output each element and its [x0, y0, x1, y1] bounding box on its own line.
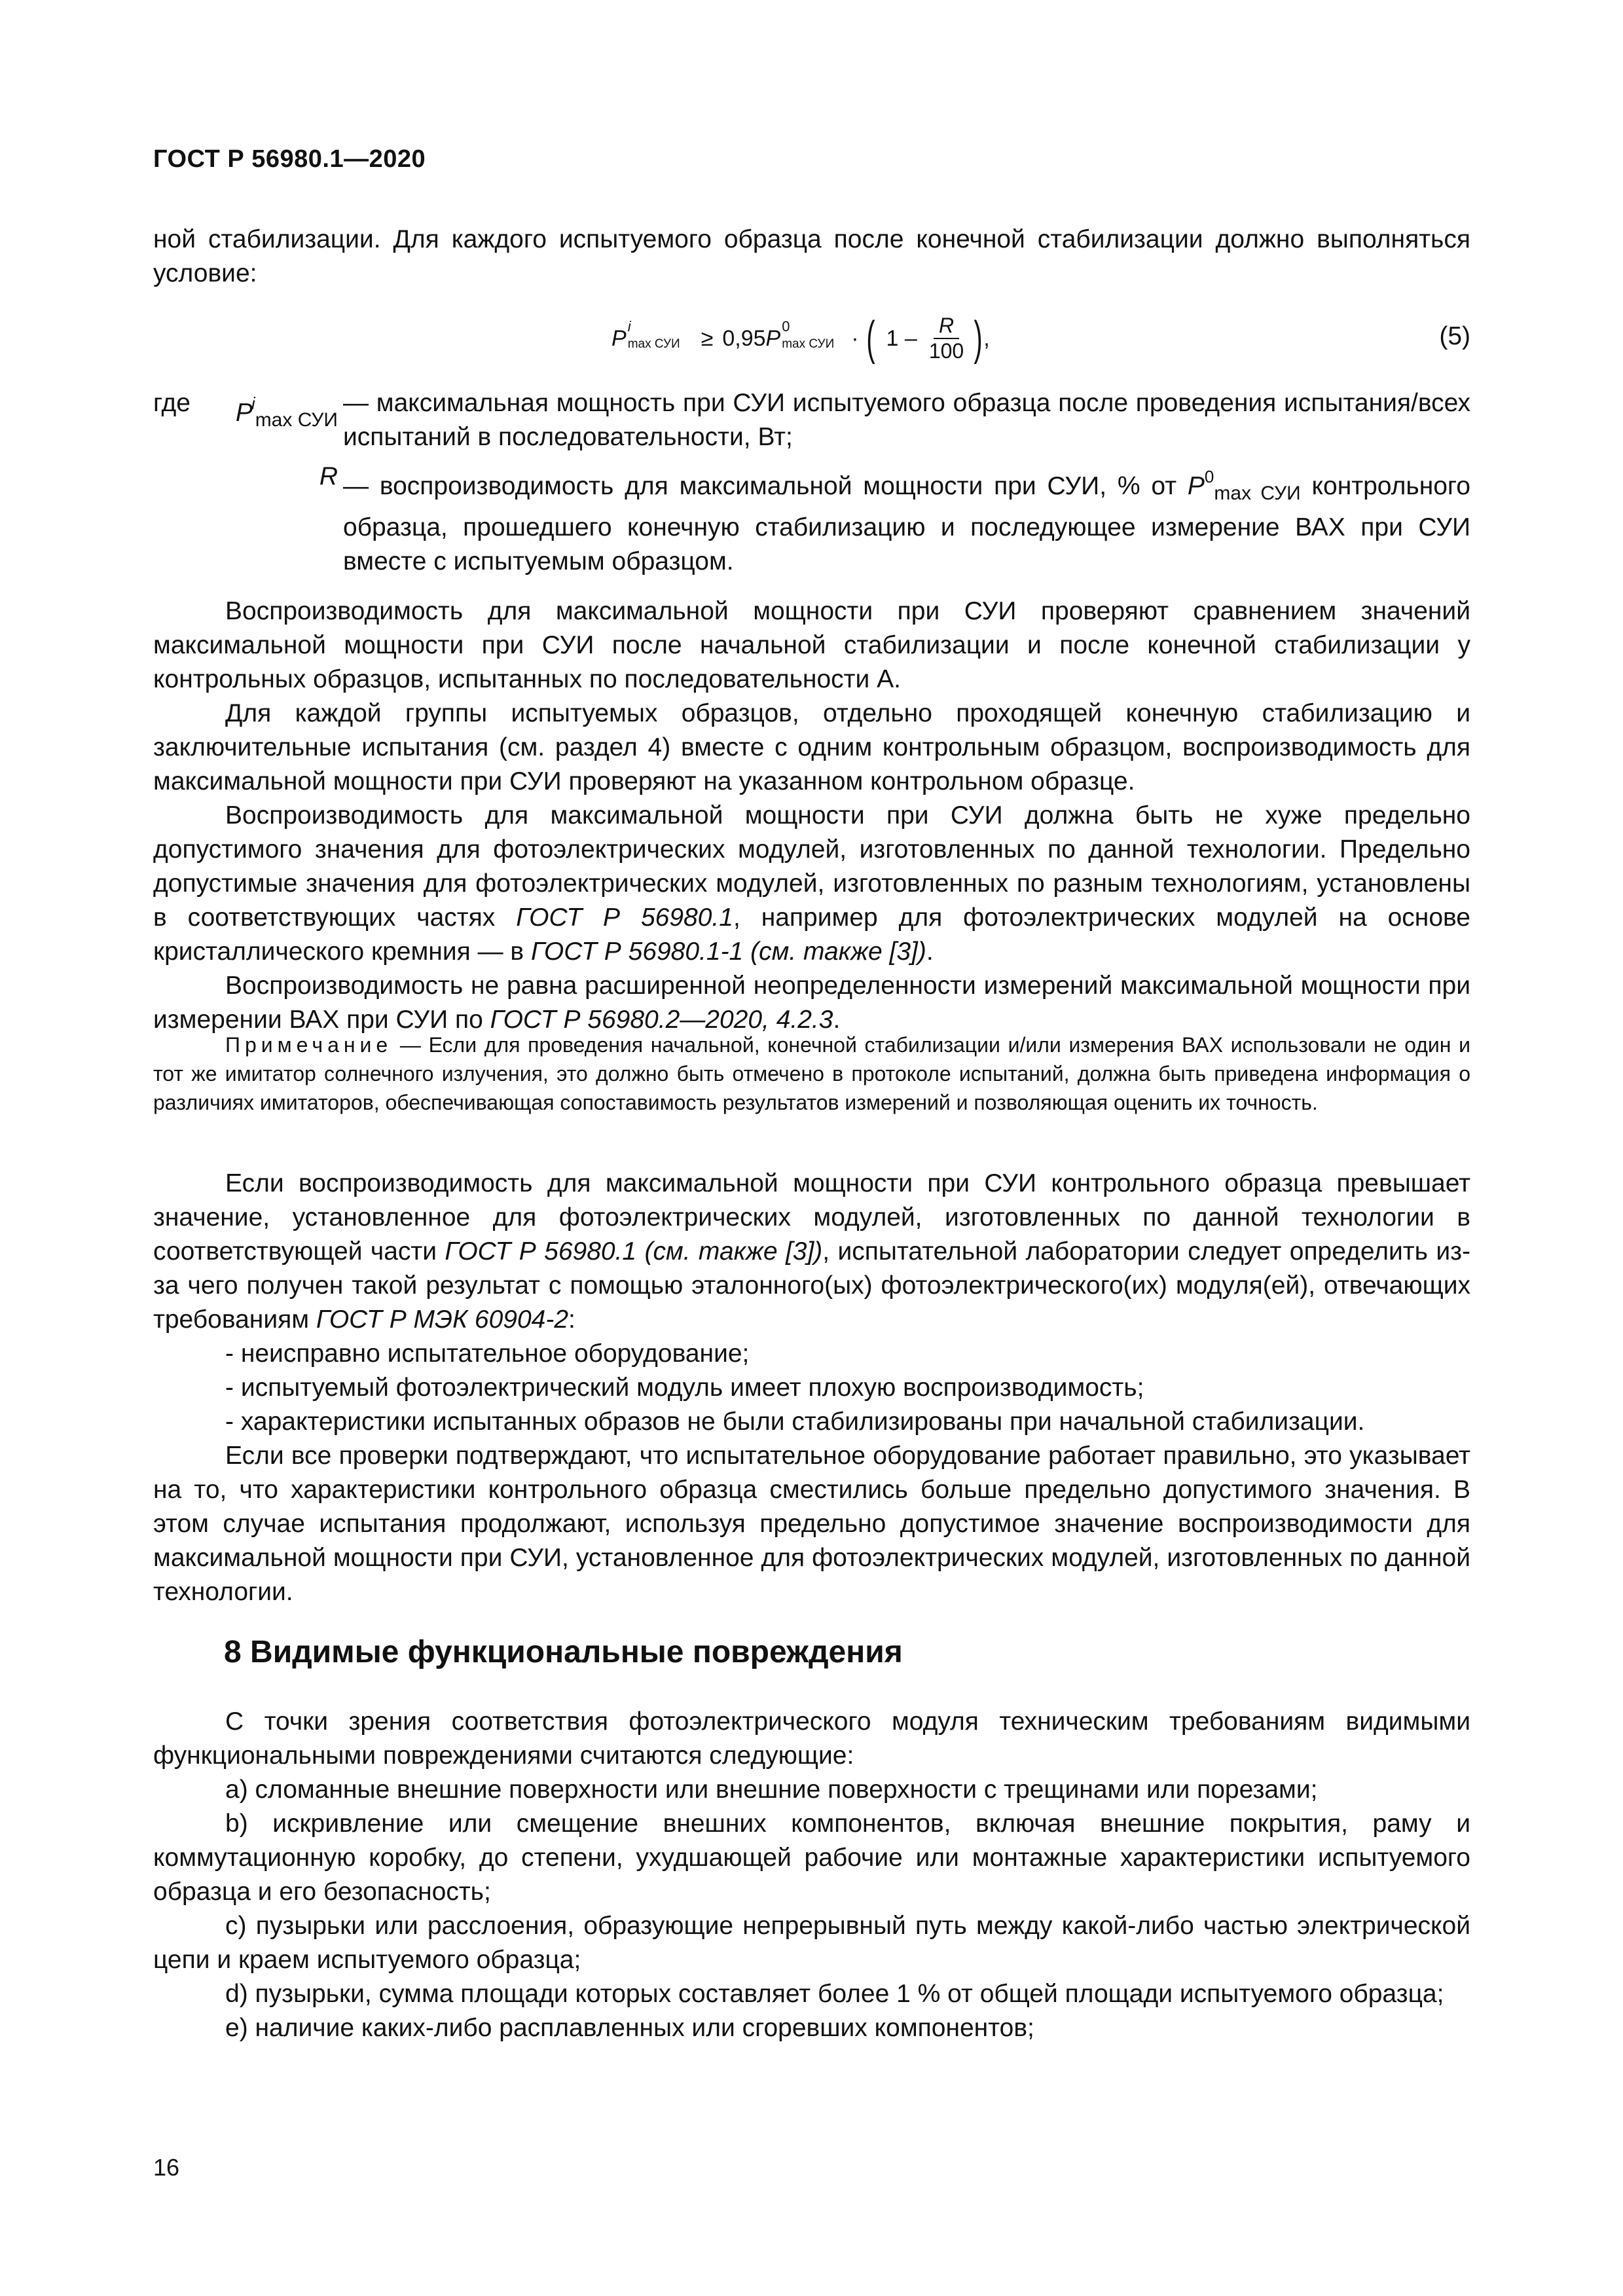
p5-text-c: :	[568, 1305, 575, 1334]
where-r-sub: max СУИ	[1214, 483, 1301, 504]
formula-p-right: P	[765, 325, 781, 351]
p3-ref-gost-1-1: ГОСТ Р 56980.1-1 (см. также [3])	[530, 938, 926, 966]
bullet-item: - характеристики испытанных образов не были стабилизированы при начальной стабилизации.	[225, 1408, 1365, 1436]
paragraph-2: Для каждой группы испытуемых образцов, отдельно проходящей конечную стабилизацию и заключительные испытания (см. раздел 4) вместе с одним контрольным образцом, воспроизводимость для максимальной мощности при СУИ проверяют на указанном контрольном образце.	[153, 699, 1470, 795]
formula-expression	[611, 302, 990, 374]
where-symbol-p	[236, 386, 338, 437]
where-p-letter: P	[235, 399, 253, 427]
formula-p-left: P	[611, 325, 627, 351]
p5-ref-iec: ГОСТ Р МЭК 60904-2	[316, 1305, 569, 1334]
note-block	[153, 1030, 1470, 1117]
formula-coefficient: 0,95	[722, 325, 766, 351]
where-item-p	[153, 386, 1470, 454]
p5-ref-gost: ГОСТ Р 56980.1 (см. также [3])	[445, 1237, 823, 1266]
formula-frac-denominator: 100	[928, 339, 964, 363]
where-item-p-text: — максимальная мощность при СУИ испытуемого образца после проведения испытания/всех испытаний в последовательности, Вт;	[343, 389, 1470, 451]
formula-5	[153, 302, 1470, 374]
bullet-item: - неисправно испытательное оборудование;	[225, 1339, 750, 1368]
formula-ge-sign: ≥	[701, 325, 714, 351]
paragraph-5	[153, 1167, 1470, 1337]
where-block	[153, 386, 1470, 584]
list-item: e) наличие каких-либо расплавленных или сгоревших компонентов;	[225, 2014, 1034, 2042]
formula-number: (5)	[1439, 322, 1470, 350]
list-item: c) пузырьки или расслоения, образующие непрерывный путь между какой-либо частью электрической цепи и краем испытуемого образца;	[153, 1912, 1470, 1974]
note-text: — Если для проведения начальной, конечной стабилизации и/или измерения ВАХ использовали не один и тот же имитатор солнечного излучения, это должно быть отмечено в протоколе испытаний, должна быть приведена информация о различиях имитаторов, обеспечивающая сопоставимость результатов измерений и позволяющая оценить их точность.	[153, 1033, 1470, 1114]
where-r-text-b: контрольного образца, прошедшего конечную стабилизацию и последующее измерение ВАХ при СУИ вместе с испытуемым образцом.	[343, 472, 1470, 575]
formula-open-paren: (	[866, 312, 875, 365]
p3-text-b: , например для фотоэлектрических модулей на основе кристаллического кремния — в	[153, 903, 1470, 966]
formula-frac-numerator: R	[934, 314, 959, 339]
list-item: a) сломанные внешние поверхности или внешние поверхности с трещинами или порезами;	[225, 1776, 1318, 1804]
section-8-intro: С точки зрения соответствия фотоэлектрического модуля техническим требованиям видимыми функциональными повреждениями считаются следующие:	[153, 1707, 1470, 1770]
p5-text-a: Если воспроизводимость для максимальной мощности при СУИ контрольного образца превышает значение, установленное для фотоэлектрических модулей, изготовленных по данной технологии в соответствующей части	[153, 1169, 1470, 1266]
where-r-sup: 0	[1204, 467, 1214, 486]
formula-close-paren: )	[974, 312, 983, 365]
paragraph-3	[153, 799, 1470, 969]
formula-left-indices	[627, 318, 697, 355]
p5-text-b: , испытательной лаборатории следует определить из-за чего получен такой результат с помощью эталонного(ых) фотоэлектрического(их) модуля(ей), отвечающих требованиям	[153, 1237, 1470, 1334]
paragraph-6: Если все проверки подтверждают, что испытательное оборудование работает правильно, это указывает на то, что характеристики контрольного образца сместились больше предельно допустимого значения. В этом случае испытания продолжают, используя предельно допустимое значение воспроизводимости для максимальной мощности при СУИ, установленное для фотоэлектрических модулей, изготовленных по данной технологии.	[153, 1442, 1470, 1606]
formula-right-sup: 0	[782, 318, 790, 335]
section-8-body	[153, 1705, 1470, 2045]
formula-one-minus: 1 –	[886, 325, 917, 351]
list-item: d) пузырьки, сумма площади которых составляет более 1 % от общей площади испытуемого образца;	[225, 1980, 1444, 2008]
formula-tail-comma: ,	[983, 325, 990, 351]
where-r-text-a: — воспроизводимость для максимальной мощности при СУИ, % от	[343, 472, 1188, 500]
p3-text-c: .	[926, 938, 934, 966]
where-r-p: P	[1187, 472, 1205, 500]
list-item: b) искривление или смещение внешних компонентов, включая внешние покрытия, раму и коммутационную коробку, до степени, ухудшающей рабочие или монтажные характеристики испытуемого образца и его безопасность;	[153, 1810, 1470, 1906]
where-symbol-r: R	[319, 462, 338, 490]
formula-right-sub: max СУИ	[782, 337, 835, 351]
page-number: 16	[153, 2154, 180, 2181]
p4-text-a: Воспроизводимость не равна расширенной неопределенности измерений максимальной мощности при измерении ВАХ при СУИ по	[153, 972, 1470, 1034]
p3-text-a: Воспроизводимость для максимальной мощности при СУИ должна быть не хуже предельно допустимого значения для фотоэлектрических модулей, изготовленных по данной технологии. Предельно допустимые значения для фотоэлектрических модулей, изготовленных по разным технологиям, установлены в соответствующих частях	[153, 801, 1470, 932]
p4-text-c: .	[833, 1006, 841, 1034]
where-label: где	[153, 389, 191, 417]
intro-paragraph	[153, 223, 1470, 291]
p3-ref-gost-1: ГОСТ Р 56980.1	[516, 903, 733, 932]
formula-dot: ·	[851, 325, 859, 351]
section-8-heading: 8 Видимые функциональные повреждения	[224, 1635, 903, 1669]
formula-fraction	[924, 314, 969, 363]
where-p-sub: max СУИ	[255, 409, 338, 431]
formula-left-sub: max СУИ	[627, 337, 680, 351]
after-note-paragraphs	[153, 1167, 1470, 1609]
bullet-item: - испытуемый фотоэлектрический модуль имеет плохую воспроизводимость;	[225, 1374, 1144, 1402]
intro-text: ной стабилизации. Для каждого испытуемого образца после конечной стабилизации должно выполняться условие:	[153, 225, 1470, 287]
formula-left-sup: i	[627, 318, 631, 335]
p4-ref-gost-2: ГОСТ Р 56980.2—2020, 4.2.3	[490, 1006, 833, 1034]
where-item-r	[153, 460, 1470, 579]
body-paragraphs	[153, 594, 1470, 1037]
formula-right-indices	[780, 318, 851, 355]
document-code-header: ГОСТ Р 56980.1—2020	[153, 145, 426, 173]
paragraph-4	[153, 969, 1470, 1037]
note-label: Примечание	[225, 1033, 393, 1057]
where-item-r-text	[343, 460, 1470, 579]
where-p-sup: i	[251, 393, 255, 413]
paragraph-1: Воспроизводимость для максимальной мощности при СУИ проверяют сравнением значений максимальной мощности при СУИ после начальной стабилизации и после конечной стабилизации у контрольных образцов, испытанных по последовательности А.	[153, 597, 1470, 693]
